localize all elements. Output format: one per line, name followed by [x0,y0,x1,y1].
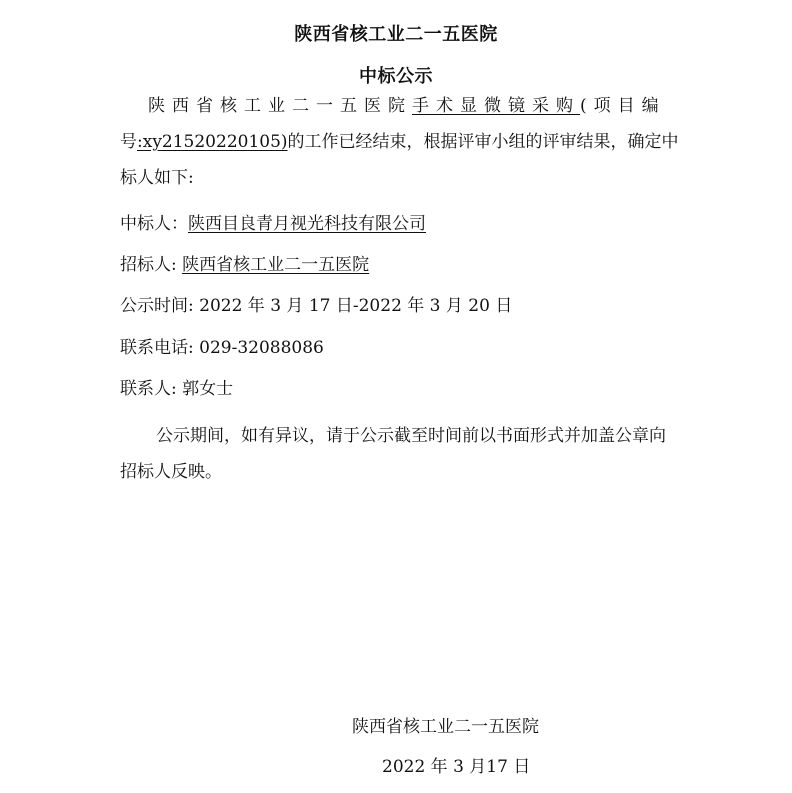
contact-row [120,377,233,401]
period-value: 2022 年 3 月 17 日-2022 年 3 月 20 日 [199,296,513,316]
tenderer-value: 陕西省核工业二一五医院 [182,255,370,275]
phone-row [120,336,324,360]
project-name: 手术显微镜采购 [412,96,580,116]
winner-row [120,212,426,236]
project-no-mid: 号 [120,132,137,152]
project-number: :xy21520220105) [137,132,288,152]
contact-value: 郭女士 [182,379,234,399]
phone-value: 029-32088086 [199,338,324,358]
period-label: 公示时间: [120,296,194,316]
winner-value: 陕西目良青月视光科技有限公司 [188,214,426,234]
notice-paragraph [120,418,680,490]
notice-text: 公示期间，如有异议，请于公示截至时间前以书面形式并加盖公章向招标人反映。 [120,426,666,482]
intro-tail: 的工作已经结束，根据评审小组的评审结果，确定中标人如下: [120,132,679,188]
signature-org: 陕西省核工业二一五医院 [352,717,539,737]
intro-org: 陕西省核工业二一五医院 [148,96,412,116]
period-row [120,294,512,318]
tenderer-label: 招标人: [120,255,177,275]
tenderer-row [120,253,369,277]
contact-label: 联系人: [120,379,177,399]
phone-label: 联系电话: [120,338,194,358]
document-title-type: 中标公示 [359,66,433,87]
signature-date: 2022 年 3 月17 日 [382,757,531,777]
document-title-org: 陕西省核工业二一五医院 [294,24,498,45]
intro-paragraph [120,88,680,196]
project-no-prefix: (项目编 [580,96,666,116]
winner-label: 中标人： [120,214,188,234]
